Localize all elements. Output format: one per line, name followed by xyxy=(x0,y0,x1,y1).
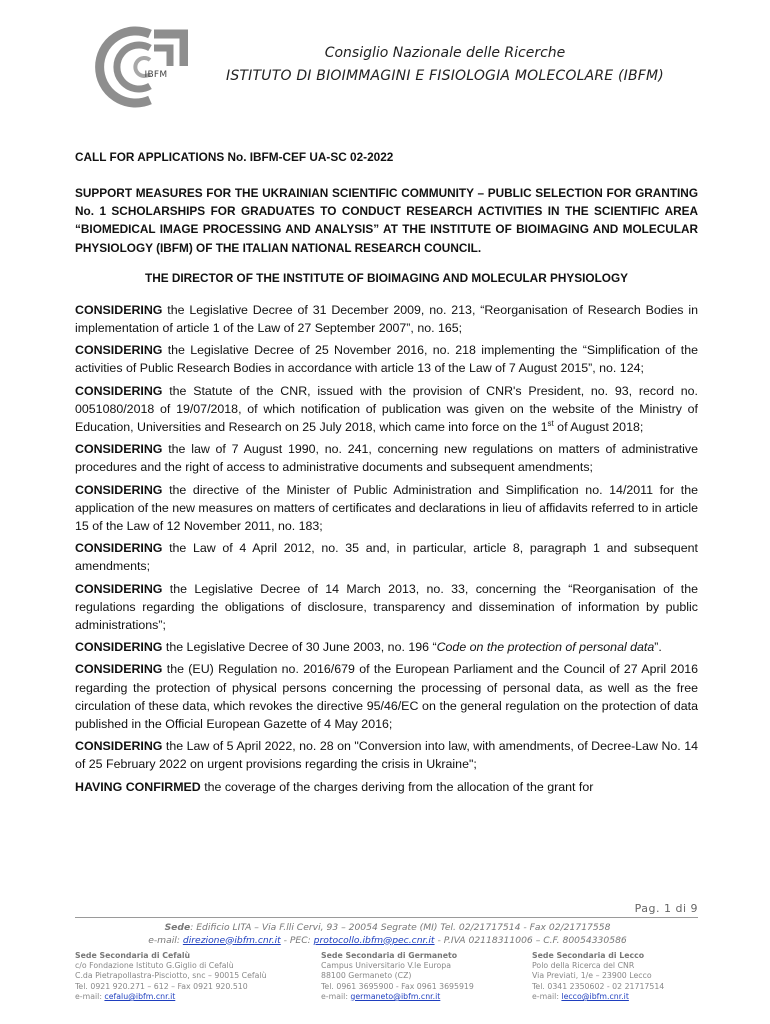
logo-text: IBFM xyxy=(144,70,168,80)
clause-keyword: CONSIDERING xyxy=(75,343,163,358)
branch-cefalu xyxy=(75,951,267,1002)
branch-email-label: e-mail: xyxy=(321,991,351,1001)
footer-pec-link[interactable]: protocollo.ibfm@pec.cnr.it xyxy=(313,934,435,946)
footer-divider xyxy=(75,917,698,918)
clause-keyword: CONSIDERING xyxy=(75,482,163,497)
branch-line: Polo della Ricerca del CNR xyxy=(532,961,635,971)
clause xyxy=(75,778,698,796)
clause-text-end: of August 2018; xyxy=(553,420,644,435)
clause-keyword: CONSIDERING xyxy=(75,541,163,556)
branch-line: C.da Pietrapollastra-Pisciotto, snc – 90015 Cefalù xyxy=(75,971,267,981)
clause xyxy=(75,481,698,536)
clause-text: the Legislative Decree of 25 November 2016, no. 218 implementing the “Simplification of the activities of Public Research Bodies in accordance with article 13 of the Law of 7 August 2015”, no. 124; xyxy=(75,343,698,376)
clause-keyword: CONSIDERING xyxy=(75,383,163,398)
branch-email-label: e-mail: xyxy=(532,991,562,1001)
clause-keyword: HAVING CONFIRMED xyxy=(75,779,201,794)
clause-keyword: CONSIDERING xyxy=(75,662,163,677)
clause-text-end: ”. xyxy=(654,640,662,655)
branch-line: Via Previati, 1/e – 23900 Lecco xyxy=(532,971,652,981)
clause xyxy=(75,737,698,773)
branch-line: Campus Universitario V.le Europa xyxy=(321,961,452,971)
clause-keyword: CONSIDERING xyxy=(75,302,163,317)
footer-sede-label: Sede xyxy=(164,922,191,933)
footer-sede-text: : Edificio LITA – Via F.lli Cervi, 93 – 20054 Segrate (MI) Tel. 02/21717514 - Fax 02/21717558 xyxy=(190,922,611,933)
clause-text: the Law of 4 April 2012, no. 35 and, in particular, article 8, paragraph 1 and subsequent amendments; xyxy=(75,541,698,574)
clause xyxy=(75,660,698,733)
footer-main-office xyxy=(60,922,715,947)
clause xyxy=(75,382,698,437)
clause-keyword: CONSIDERING xyxy=(75,739,163,754)
branch-email-line xyxy=(75,992,267,1002)
footer-tax-text: - P.IVA 02118311006 – C.F. 80054330586 xyxy=(434,934,627,946)
branch-title: Sede Secondaria di Lecco xyxy=(532,951,645,960)
branch-title: Sede Secondaria di Cefalù xyxy=(75,951,191,960)
branch-germaneto xyxy=(321,951,474,1002)
footer-contact-line xyxy=(60,935,715,948)
branch-email-link[interactable]: cefalu@ibfm.cnr.it xyxy=(104,991,176,1001)
clause-text: the Legislative Decree of 31 December 2009, no. 213, “Reorganisation of Research Bodies in implementation of article 1 of the Law of 27 September 2007”, no. 165; xyxy=(75,302,698,336)
branch-email-label: e-mail: xyxy=(75,991,105,1001)
letterhead xyxy=(0,0,770,120)
clause-keyword: CONSIDERING xyxy=(75,640,163,655)
cnr-logo xyxy=(88,26,188,108)
clause-text: the directive of the Minister of Public Administration and Simplification no. 14/2011 for the application of the new measures on matters of certificates and declarations in lieu of affidavits referred to in article 15 of the Law of 12 November 2011, no. 183; xyxy=(75,482,698,534)
clause xyxy=(75,440,698,476)
clause-text: the Legislative Decree of 14 March 2013, no. 33, concerning the “Reorganisation of the regulations regarding the obligations of disclosure, transparency and dissemination of information by public administrations”; xyxy=(75,581,698,633)
organization-name: Consiglio Nazionale delle Ricerche xyxy=(324,45,566,61)
branch-title: Sede Secondaria di Germaneto xyxy=(321,951,458,960)
director-heading: THE DIRECTOR OF THE INSTITUTE OF BIOIMAGING AND MOLECULAR PHYSIOLOGY xyxy=(144,270,629,285)
clause-text: the (EU) Regulation no. 2016/679 of the European Parliament and the Council of 27 April 2016 regarding the protection of physical persons concerning the processing of personal data, as well as the free circulation of these data, which revokes the directive 95/46/EC on the general regulation on the protection of data published in the Official European Gazette of 4 May 2016; xyxy=(75,662,698,732)
clause xyxy=(75,638,698,656)
clause-text: the Law of 5 April 2022, no. 28 on "Conversion into law, with amendments, of Decree-Law No. 14 of 25 February 2022 on urgent provisions regarding the crisis in Ukraine"; xyxy=(75,739,698,772)
clause-text: the coverage of the charges deriving from the allocation of the grant for xyxy=(200,779,594,794)
branch-line: Tel. 0341 2350602 - 02 21717514 xyxy=(532,981,665,991)
footer-pec-label: - PEC: xyxy=(280,934,314,946)
branch-line: c/o Fondazione Istituto G.Giglio di Cefalù xyxy=(75,961,234,971)
clause xyxy=(75,580,698,635)
footer-email-link[interactable]: direzione@ibfm.cnr.it xyxy=(182,934,281,946)
clause-italic-title: Code on the protection of personal data xyxy=(436,640,655,655)
call-subject: SUPPORT MEASURES FOR THE UKRAINIAN SCIENTIFIC COMMUNITY – PUBLIC SELECTION FOR GRANTING No. 1 SCHOLARSHIPS FOR GRADUATES TO CONDUCT RESEARCH ACTIVITIES IN THE SCIENTIFIC AREA “BIOMEDICAL IMAGE PROCESSING AND ANALYSIS” AT THE INSTITUTE OF BIOIMAGING AND MOLECULAR PHYSIOLOGY (IBFM) OF THE ITALIAN NATIONAL RESEARCH COUNCIL. xyxy=(75,186,698,255)
clause xyxy=(75,301,698,337)
clause-keyword: CONSIDERING xyxy=(75,581,163,596)
cnr-logo-icon xyxy=(88,26,188,108)
branch-lecco xyxy=(532,951,664,1002)
branch-email-line xyxy=(532,992,664,1002)
clause-keyword: CONSIDERING xyxy=(75,442,163,457)
call-title: CALL FOR APPLICATIONS No. IBFM-CEF UA-SC 02-2022 xyxy=(75,150,394,164)
branch-email-line xyxy=(321,992,474,1002)
branch-line: Tel. 0921 920.271 – 612 – Fax 0921 920.510 xyxy=(75,981,248,991)
clause-text: the law of 7 August 1990, no. 241, concerning new regulations on matters of administrative procedures and the right of access to administrative documents and subsequent amendments; xyxy=(75,442,698,475)
page-number: Pag. 1 di 9 xyxy=(634,902,698,915)
clause xyxy=(75,539,698,575)
clause xyxy=(75,341,698,377)
clause-text: the Legislative Decree of 30 June 2003, no. 196 “ xyxy=(162,640,437,655)
footer-address-line xyxy=(60,922,715,935)
clause-text: the Statute of the CNR, issued with the provision of CNR's President, no. 93, record no. 0051080/2018 of 19/07/2018, of which notification of publication was given on the website of the Ministry of Education, Universities and Research on 25 July 2018, which came into force on the 1 xyxy=(75,383,698,435)
branch-email-link[interactable]: lecco@ibfm.cnr.it xyxy=(561,991,629,1001)
branch-line: Tel. 0961 3695900 - Fax 0961 3695919 xyxy=(321,981,474,991)
branch-line: 88100 Germaneto (CZ) xyxy=(321,971,412,981)
document-body xyxy=(75,150,698,800)
branch-email-link[interactable]: germaneto@ibfm.cnr.it xyxy=(350,991,441,1001)
clause-superscript: st xyxy=(547,418,554,428)
footer-email-label: e-mail: xyxy=(148,934,183,946)
institute-name: ISTITUTO DI BIOIMMAGINI E FISIOLOGIA MOLECOLARE (IBFM) xyxy=(226,68,664,84)
